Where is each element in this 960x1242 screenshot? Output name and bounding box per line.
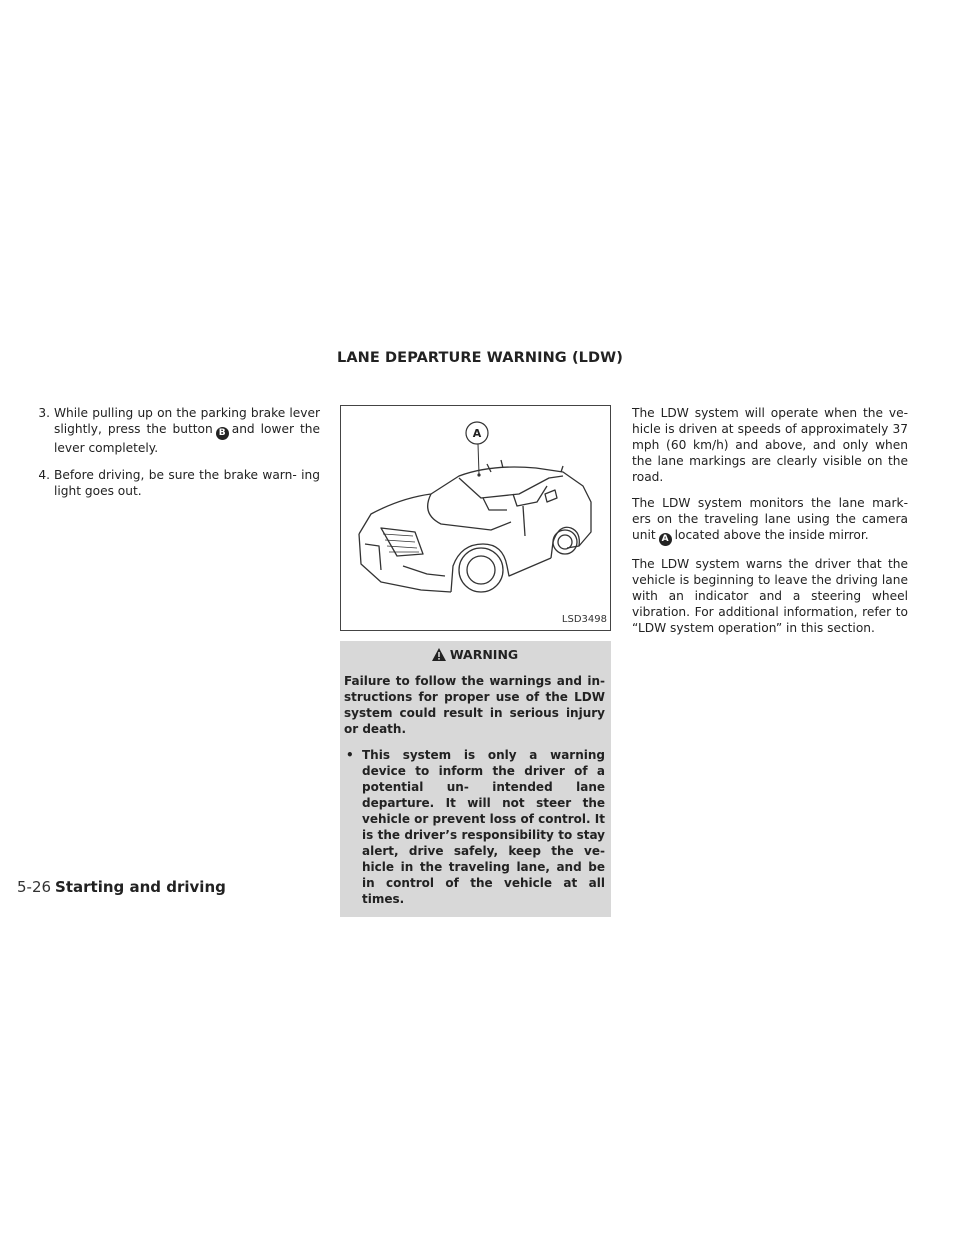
- step-text: and lower the lever completely.: [54, 422, 320, 455]
- warning-intro: Failure to follow the warnings and in- structions for proper use of the LDW system could result in serious injury or death.: [344, 674, 605, 736]
- warning-bullet: [344, 747, 605, 907]
- callout-b-icon: B: [216, 427, 229, 440]
- page-number: 5-26: [17, 878, 52, 896]
- section-title: LANE DEPARTURE WARNING (LDW): [337, 350, 623, 366]
- paragraph-camera: The LDW system monitors the lane mark- ers on the traveling lane using the camera unit A located above the inside mirror.: [632, 496, 908, 544]
- step-text: While pulling up on the parking brake lever slightly, press the button: [54, 406, 320, 436]
- step-text: Before driving, be sure the brake warn- ing light goes out.: [54, 468, 320, 498]
- left-column: [30, 405, 320, 510]
- middle-column: [340, 405, 611, 917]
- step-4: [30, 467, 320, 499]
- figure-code: LSD3498: [561, 614, 607, 625]
- step-number: 3.: [38, 406, 50, 420]
- step-number: 4.: [38, 468, 50, 482]
- car-illustration: [340, 405, 611, 631]
- warning-box: [340, 641, 611, 917]
- paragraph-warning-behavior: The LDW system warns the driver that the vehicle is beginning to leave the driving lane with an indicator and a steering wheel vibration. For additional information, refer to “LDW system operation” in this section.: [632, 557, 908, 635]
- page-footer: [17, 878, 226, 896]
- paragraph-operation: The LDW system will operate when the ve- hicle is driven at speeds of approximately 37 mph (60 km/h) and above, and only when the lane markings are clearly visible on the road.: [632, 406, 908, 484]
- bullet-text: This system is only a warning device to inform the driver of a potential un- intended lane departure. It will not steer the vehicle or prevent loss of control. It is the driver’s responsibility to stay alert, drive safely, keep the ve- hicle in the traveling lane, and be in control of the vehicle at all times.: [362, 748, 605, 906]
- warning-heading: [344, 647, 605, 663]
- figure-callout-a: A: [472, 427, 482, 440]
- chapter-title: Starting and driving: [55, 878, 226, 896]
- warning-triangle-icon: [431, 647, 447, 662]
- warning-label: WARNING: [449, 647, 519, 662]
- right-column: [632, 405, 908, 646]
- bullet-marker: •: [346, 748, 354, 762]
- callout-a-icon: A: [659, 533, 672, 546]
- step-3: [30, 405, 320, 456]
